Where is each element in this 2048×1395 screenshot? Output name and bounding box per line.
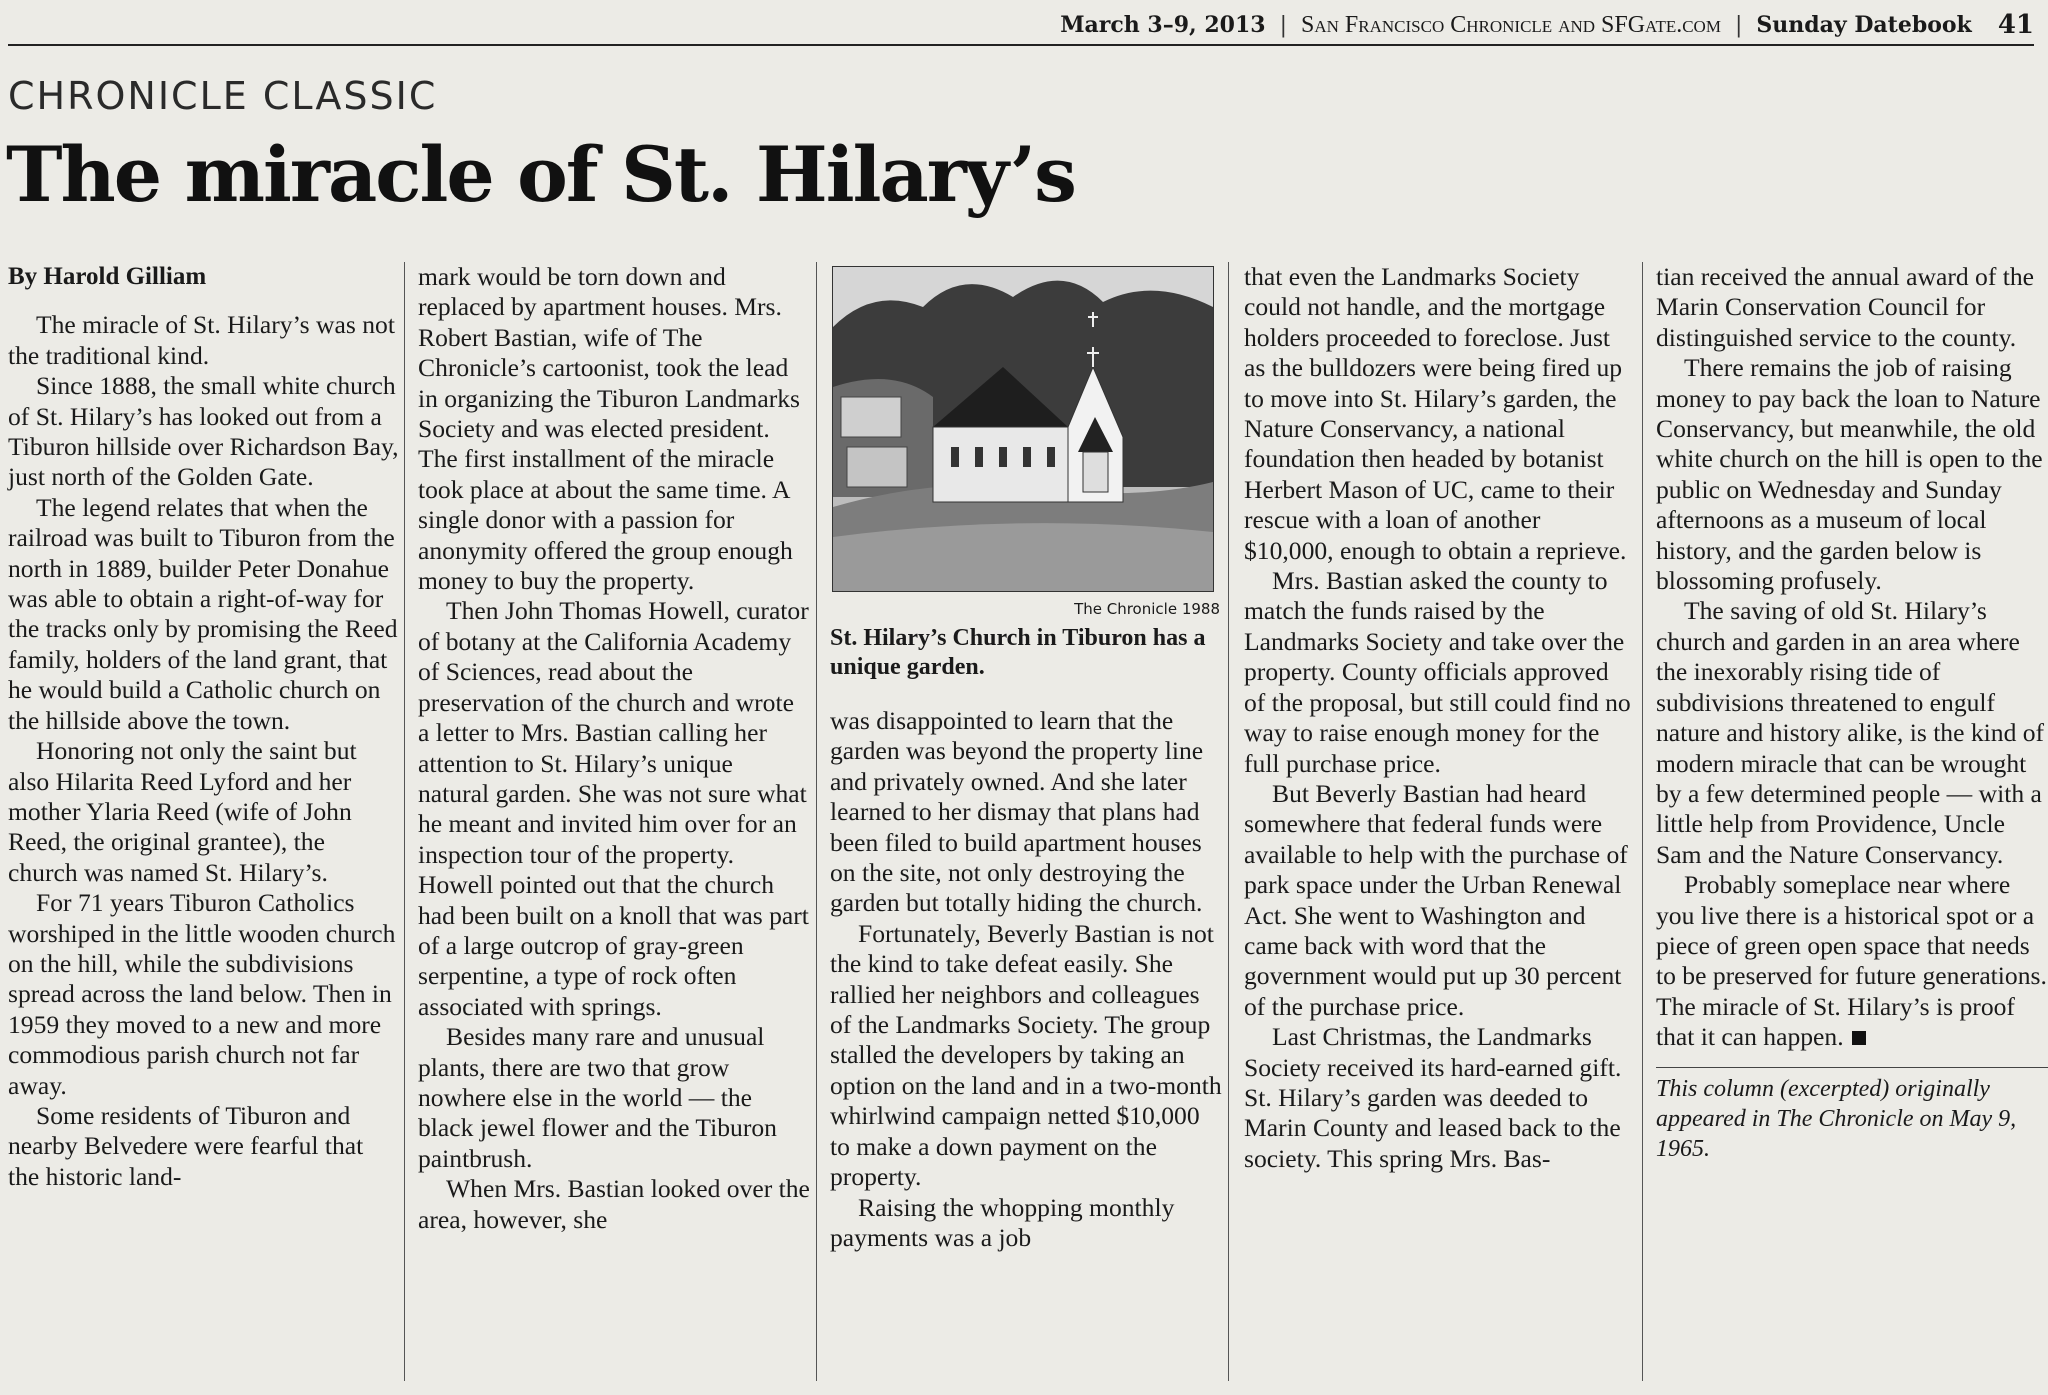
paragraph: Since 1888, the small white church of St. Hilary’s has looked out from a Tiburon hillside over Richardson Bay, just north of the Golden Gate. — [8, 371, 399, 492]
photo-credit: The Chronicle 1988 — [1074, 600, 1220, 618]
paragraph: Last Christmas, the Landmarks Society received its hard-earned gift. St. Hilary’s garden was deeded to Marin County and leased back to the society. This spring Mrs. Bas- — [1244, 1022, 1622, 1173]
page-header — [8, 6, 2034, 46]
paragraph: Raising the whopping monthly payments was a job — [830, 1192, 1175, 1252]
paragraph: Mrs. Bastian asked the county to match the funds raised by the Landmarks Society and take over the property. County officials approved of the proposal, but still could find no way to raise enough money for the full purchase price. — [1244, 566, 1631, 778]
paragraph: The miracle of St. Hilary’s was not the traditional kind. — [8, 310, 395, 370]
header-separator: | — [1279, 12, 1288, 38]
paragraph: When Mrs. Bastian looked over the area, however, she — [418, 1174, 810, 1234]
paragraph-continued: mark would be torn down and replaced by apartment houses. Mrs. Robert Bastian, wife of The Chronicle’s cartoonist, took the lead in organizing the Tiburon Landmarks Society and was elected president. The first installment of the miracle took place at about the same time. A single donor with a passion for anonymity offered the group enough money to buy the property. — [418, 262, 800, 596]
paragraph: Honoring not only the saint but also Hilarita Reed Lyford and her mother Ylaria Reed (wife of John Reed, the original grantee), the church was named St. Hilary’s. — [8, 736, 357, 887]
article-column-2 — [418, 262, 810, 1235]
church-photo — [832, 266, 1214, 592]
article-column-4 — [1244, 262, 1636, 1174]
paragraph-continued: that even the Landmarks Society could not handle, and the mortgage holders proceeded to foreclose. Just as the bulldozers were being fired up to move into St. Hilary’s garden, the Nature Conservancy, a national foundation then headed by botanist Herbert Mason of UC, came to their rescue with a loan of another $10,000, enough to obtain a reprieve. — [1244, 262, 1627, 565]
paragraph: But Beverly Bastian had heard somewhere that federal funds were available to help with the purchase of park space under the Urban Renewal Act. She went to Washington and came back with word that the government would put up 30 percent of the purchase price. — [1244, 778, 1628, 1021]
paragraph: There remains the job of raising money to pay back the loan to Nature Conservancy, but meanwhile, the old white church on the hill is open to the public on Wednesday and Sunday afternoons as a museum of local history, and the garden below is blossoming profusely. — [1656, 353, 2043, 596]
paragraph: Besides many rare and unusual plants, there are two that grow nowhere else in the world — the black jewel flower and the Tiburon paintbrush. — [418, 1022, 777, 1173]
closing-note: This column (excerpted) originally appeared in The Chronicle on May 9, 1965. — [1656, 1067, 2048, 1164]
church-illustration — [833, 267, 1213, 591]
column-rule — [1228, 262, 1229, 1381]
article-column-5 — [1656, 262, 2048, 1164]
photo-caption: St. Hilary’s Church in Tiburon has a unique garden. — [830, 625, 1206, 680]
section-name: Sunday Datebook — [1756, 12, 1972, 38]
headline: The miracle of St. Hilary’s — [6, 130, 1075, 219]
article-column-1 — [8, 262, 400, 1192]
kicker: CHRONICLE CLASSIC — [8, 74, 438, 118]
paragraph: The legend relates that when the railroad was built to Tiburon from the north in 1889, builder Peter Donahue was able to obtain a right-of-way for the tracks only by promising the Reed family, holders of the land grant, that he would build a Catholic church on the hillside above the town. — [8, 492, 398, 735]
paragraph: Then John Thomas Howell, curator of botany at the California Academy of Sciences, read about the preservation of the church and wrote a letter to Mrs. Bastian calling her attention to St. Hilary’s unique natural garden. She was not sure what he meant and invited him over for an inspection tour of the property. Howell pointed out that the church had been built on a knoll that was part of a large outcrop of gray-green serpentine, a type of rock often associated with springs. — [418, 596, 809, 1021]
paragraph: For 71 years Tiburon Catholics worshiped in the little wooden church on the hill, while the subdivisions spread across the land below. Then in 1959 they moved to a new and more commodious parish church not far away. — [8, 888, 396, 1100]
article-column-3 — [830, 262, 1222, 1253]
paragraph-final — [1656, 870, 2048, 1052]
byline: By Harold Gilliam — [8, 263, 207, 290]
issue-date: March 3–9, 2013 — [1060, 12, 1266, 38]
column-rule — [1642, 262, 1643, 1381]
column-rule — [404, 262, 405, 1381]
paragraph: Some residents of Tiburon and nearby Belvedere were fearful that the historic land- — [8, 1100, 364, 1191]
end-of-story-mark — [1852, 1031, 1866, 1045]
final-paragraph-text: Probably someplace near where you live there is a historical spot or a piece of green open space that needs to be preserved for future generations. The miracle of St. Hilary’s is proof that it can happen. — [1656, 870, 2047, 1052]
page-number: 41 — [1997, 10, 2034, 40]
publication-name: San Francisco Chronicle and SFGate.com — [1301, 11, 1721, 38]
paragraph-continued: was disappointed to learn that the garden was beyond the property line and privately owned. And she later learned to her dismay that plans had been filed to build apartment houses on the site, not only destroying the garden but totally hiding the church. — [830, 706, 1204, 918]
column-rule — [816, 262, 817, 1381]
paragraph-continued: tian received the annual award of the Marin Conservation Council for distinguished service to the county. — [1656, 262, 2035, 352]
header-separator: | — [1734, 12, 1743, 38]
paragraph: Fortunately, Beverly Bastian is not the kind to take defeat easily. She rallied her neighbors and colleagues of the Landmarks Society. The group stalled the developers by taking an option on the land and in a two-month whirlwind campaign netted $10,000 to make a down payment on the property. — [830, 918, 1222, 1192]
paragraph: The saving of old St. Hilary’s church and garden in an area where the inexorably rising tide of subdivisions threatened to engulf nature and history alike, is the kind of modern miracle that can be wrought by a few determined people — with a little help from Providence, Uncle Sam and the Nature Conservancy. — [1656, 596, 2045, 869]
